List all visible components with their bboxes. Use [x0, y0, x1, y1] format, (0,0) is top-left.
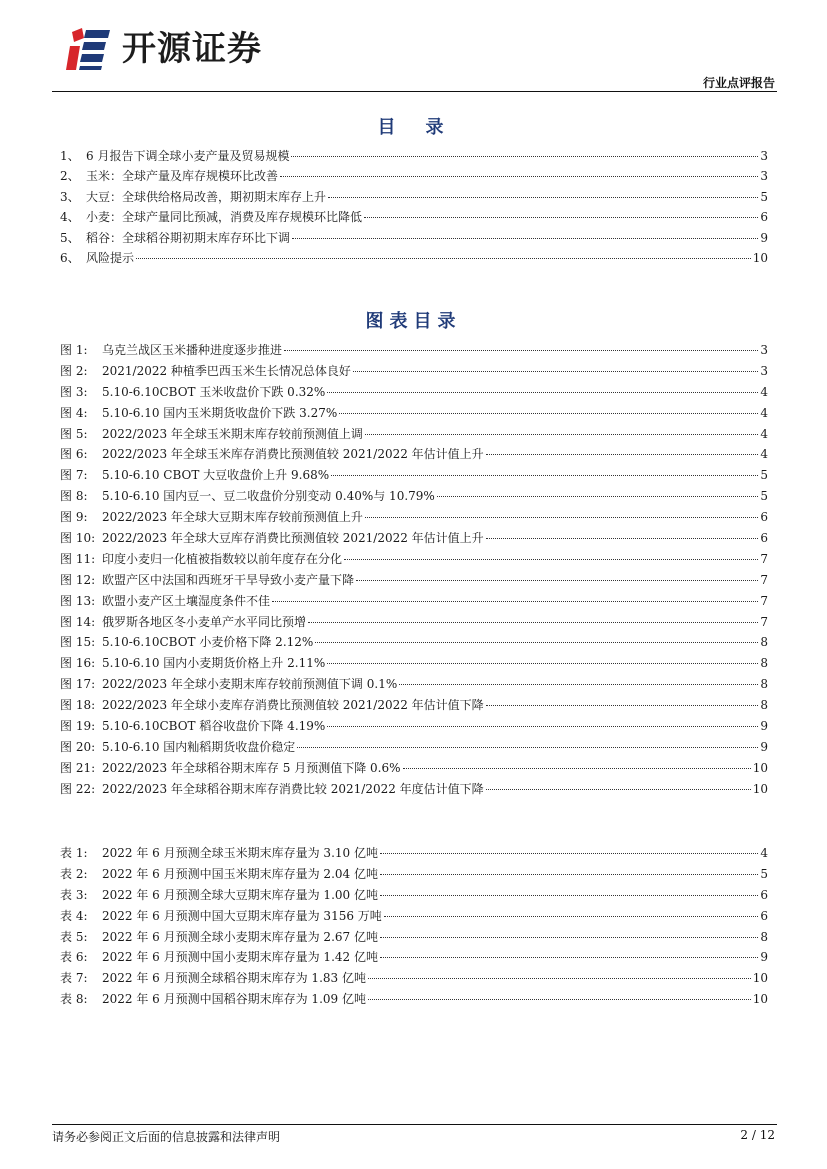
- figure-toc-item-title: 5.10-6.10 国内豆一、豆二收盘价分别变动 0.40%与 10.79%: [102, 489, 435, 504]
- figure-toc-item-label: 图 3:: [60, 384, 88, 399]
- page-header: [0, 0, 827, 96]
- figure-toc-item-page: 7: [760, 551, 768, 566]
- figure-toc-item[interactable]: [60, 674, 768, 695]
- toc-item[interactable]: [60, 146, 768, 166]
- figure-toc-item[interactable]: [60, 570, 768, 591]
- toc-leader-dots: [272, 600, 758, 602]
- figure-toc-item-title: 欧盟产区中法国和西班牙干旱导致小麦产量下降: [102, 572, 355, 587]
- figure-toc-item-page: 7: [760, 614, 768, 629]
- table-toc-item[interactable]: [60, 968, 768, 989]
- table-toc-item-title: 2022 年 6 月预测全球玉米期末库存量为 3.10 亿吨: [102, 846, 378, 860]
- toc-leader-dots: [297, 746, 758, 748]
- figure-toc-item-label: 图 6:: [60, 447, 88, 462]
- logo-text: 开源证券: [122, 29, 262, 69]
- figure-toc-item[interactable]: [60, 758, 768, 779]
- toc-item[interactable]: [60, 166, 768, 186]
- toc-item[interactable]: [60, 187, 768, 207]
- table-toc-item-page: 10: [752, 992, 768, 1007]
- figure-toc-item-label: 图 15:: [60, 635, 96, 650]
- toc-item-page: 10: [752, 250, 768, 265]
- figure-toc-item-page: 9: [760, 719, 768, 734]
- figure-toc-item-page: 10: [752, 781, 768, 796]
- toc-leader-dots: [380, 852, 758, 854]
- table-toc-item-title: 2022 年 6 月预测中国小麦期末库存量为 1.42 亿吨: [102, 950, 378, 965]
- toc-leader-dots: [356, 579, 758, 581]
- toc-leader-dots: [344, 558, 758, 560]
- table-toc-item-title: 2022 年 6 月预测中国稻谷期末库存为 1.09 亿吨: [102, 992, 366, 1007]
- page-indicator: 2 / 12: [740, 1128, 775, 1142]
- figure-toc-item-title: 2022/2023 年全球玉米库存消费比预测值较 2021/2022 年估计值上升: [102, 447, 484, 462]
- toc-leader-dots: [292, 237, 758, 239]
- toc-leader-dots: [368, 977, 751, 979]
- table-toc-item-page: 9: [760, 950, 768, 965]
- toc-list: [60, 146, 768, 268]
- figure-toc-item-label: 图 16:: [60, 656, 96, 671]
- table-toc-item-title: 2022 年 6 月预测中国玉米期末库存量为 2.04 亿吨: [102, 866, 378, 881]
- table-toc-item-page: 4: [760, 846, 768, 860]
- table-toc-item-title: 2022 年 6 月预测全球稻谷期末库存为 1.83 亿吨: [102, 971, 366, 986]
- figure-toc-item[interactable]: [60, 632, 768, 653]
- toc-leader-dots: [136, 257, 751, 259]
- figure-toc-item-title: 5.10-6.10 CBOT 大豆收盘价上升 9.68%: [102, 468, 330, 483]
- figure-toc-item-label: 图 9:: [60, 510, 88, 525]
- figure-toc-item-title: 2022/2023 年全球玉米期末库存较前预测值上调: [102, 426, 363, 441]
- table-toc-item-label: 表 2:: [60, 866, 88, 881]
- figure-toc-item[interactable]: [60, 465, 768, 486]
- toc-item-number: 3、: [60, 189, 80, 204]
- figure-toc-item[interactable]: [60, 486, 768, 507]
- figure-toc-item-page: 7: [760, 572, 768, 587]
- toc-item-number: 2、: [60, 169, 80, 184]
- figure-toc-item-page: 3: [760, 363, 768, 378]
- figure-toc-item[interactable]: [60, 591, 768, 612]
- toc-leader-dots: [365, 516, 758, 518]
- table-toc-item[interactable]: [60, 989, 768, 1010]
- figure-toc-item-title: 俄罗斯各地区冬小麦单产水平同比预增: [102, 614, 307, 629]
- figure-toc-item-label: 图 20:: [60, 739, 96, 754]
- toc-leader-dots: [368, 998, 751, 1000]
- toc-leader-dots: [399, 683, 758, 685]
- figure-toc-item-title: 5.10-6.10CBOT 玉米收盘价下跌 0.32%: [102, 384, 326, 399]
- table-toc-item-page: 8: [760, 929, 768, 944]
- toc-leader-dots: [327, 662, 758, 664]
- table-toc-item-page: 6: [760, 887, 768, 902]
- table-toc-item-title: 2022 年 6 月预测中国大豆期末库存量为 3156 万吨: [102, 908, 382, 923]
- figure-toc-item[interactable]: [60, 507, 768, 528]
- footer-divider: [52, 1124, 777, 1125]
- figure-toc-item-label: 图 17:: [60, 677, 96, 692]
- table-toc-item-page: 6: [760, 908, 768, 923]
- report-type-label: 行业点评报告: [702, 76, 775, 90]
- toc-leader-dots: [380, 956, 758, 958]
- figure-toc-item-title: 5.10-6.10CBOT 稻谷收盘价下降 4.19%: [102, 719, 326, 734]
- figure-toc-item[interactable]: [60, 424, 768, 445]
- figure-toc-item-page: 5: [760, 468, 768, 483]
- figure-toc-item-title: 2022/2023 年全球小麦期末库存较前预测值下调 0.1%: [102, 677, 398, 692]
- toc-leader-dots: [284, 349, 758, 351]
- toc-leader-dots: [331, 474, 758, 476]
- figure-toc-item-page: 9: [760, 739, 768, 754]
- toc-leader-dots: [328, 196, 758, 198]
- table-toc-item[interactable]: [60, 864, 768, 885]
- figure-toc-item-title: 2022/2023 年全球稻谷期末库存消费比较 2021/2022 年度估计值下降: [102, 781, 484, 796]
- toc-item-title: 6 月报告下调全球小麦产量及贸易规模: [86, 149, 290, 163]
- figure-toc-item-page: 8: [760, 656, 768, 671]
- table-toc-item-title: 2022 年 6 月预测全球大豆期末库存量为 1.00 亿吨: [102, 887, 378, 902]
- figure-toc-item-page: 6: [760, 510, 768, 525]
- footer-disclaimer: 请务必参阅正文后面的信息披露和法律声明: [52, 1130, 281, 1144]
- figure-toc-item-title: 乌克兰战区玉米播种进度逐步推进: [102, 343, 283, 357]
- figure-toc-item-page: 4: [760, 384, 768, 399]
- table-toc-item[interactable]: [60, 885, 768, 906]
- figure-toc-item-title: 2022/2023 年全球大豆库存消费比预测值较 2021/2022 年估计值上升: [102, 531, 484, 546]
- toc-item-number: 1、: [60, 149, 80, 163]
- figure-toc-item-title: 5.10-6.10 国内玉米期货收盘价下跌 3.27%: [102, 405, 338, 420]
- table-toc-item[interactable]: [60, 906, 768, 927]
- table-toc-item[interactable]: [60, 947, 768, 968]
- toc-leader-dots: [280, 175, 758, 177]
- figure-toc-item-label: 图 18:: [60, 698, 96, 713]
- toc-leader-dots: [380, 873, 758, 875]
- toc-leader-dots: [339, 412, 758, 414]
- toc-title: 目 录: [377, 117, 450, 138]
- figure-toc-title: 图表目录: [365, 311, 462, 332]
- figure-toc-item[interactable]: [60, 779, 768, 800]
- figure-toc-item-label: 图 7:: [60, 468, 88, 483]
- toc-leader-dots: [291, 155, 758, 157]
- figure-toc-item-page: 6: [760, 531, 768, 546]
- figure-toc-item-page: 10: [752, 760, 768, 775]
- figure-toc-item-label: 图 11:: [60, 551, 96, 566]
- toc-item-page: 5: [760, 189, 768, 204]
- toc-item-number: 5、: [60, 230, 80, 245]
- toc-item-page: 6: [760, 210, 768, 225]
- figure-toc-item-label: 图 2:: [60, 363, 88, 378]
- figure-toc-list: [60, 340, 768, 800]
- toc-leader-dots: [364, 216, 758, 218]
- toc-leader-dots: [315, 641, 758, 643]
- table-toc-item-label: 表 7:: [60, 971, 88, 986]
- toc-leader-dots: [327, 391, 758, 393]
- figure-toc-item-label: 图 5:: [60, 426, 88, 441]
- figure-toc-item[interactable]: [60, 444, 768, 465]
- toc-item-title: 玉米：全球产量及库存规模环比改善: [86, 169, 279, 184]
- figure-toc-item-label: 图 4:: [60, 405, 88, 420]
- header-divider: [52, 91, 777, 92]
- toc-leader-dots: [380, 936, 758, 938]
- figure-toc-item-label: 图 8:: [60, 489, 88, 504]
- company-logo: [66, 24, 262, 74]
- figure-toc-item[interactable]: [60, 695, 768, 716]
- figure-toc-item-title: 印度小麦归一化植被指数较以前年度存在分化: [102, 551, 343, 566]
- toc-leader-dots: [384, 915, 758, 917]
- toc-item-page: 3: [760, 149, 768, 163]
- figure-toc-item-title: 2022/2023 年全球大豆期末库存较前预测值上升: [102, 510, 363, 525]
- figure-toc-item-page: 8: [760, 635, 768, 650]
- figure-toc-item[interactable]: [60, 403, 768, 424]
- figure-toc-item-title: 2022/2023 年全球小麦库存消费比预测值较 2021/2022 年估计值下降: [102, 698, 484, 713]
- toc-item-title: 小麦：全球产量同比预减，消费及库存规模环比降低: [86, 210, 363, 225]
- figure-toc-item[interactable]: [60, 528, 768, 549]
- toc-item-number: 6、: [60, 250, 80, 265]
- toc-leader-dots: [403, 767, 751, 769]
- figure-toc-item-title: 2022/2023 年全球稻谷期末库存 5 月预测值下降 0.6%: [102, 760, 401, 775]
- toc-leader-dots: [308, 621, 758, 623]
- toc-item-number: 4、: [60, 210, 80, 225]
- figure-toc-item-page: 8: [760, 677, 768, 692]
- figure-toc-item[interactable]: [60, 382, 768, 403]
- table-toc-item-label: 表 8:: [60, 992, 88, 1007]
- toc-leader-dots: [486, 453, 758, 455]
- table-toc-item-label: 表 1:: [60, 846, 88, 860]
- toc-item-page: 9: [760, 230, 768, 245]
- figure-toc-item-label: 图 22:: [60, 781, 96, 796]
- figure-toc-item-label: 图 19:: [60, 719, 96, 734]
- figure-toc-item-label: 图 21:: [60, 760, 96, 775]
- toc-leader-dots: [380, 894, 758, 896]
- toc-item-title: 稻谷：全球稻谷期初期末库存环比下调: [86, 230, 291, 245]
- toc-leader-dots: [486, 788, 751, 790]
- toc-item[interactable]: [60, 248, 768, 268]
- toc-leader-dots: [327, 725, 758, 727]
- kaiyuan-logo-mark-icon: [66, 26, 112, 72]
- figure-toc-item[interactable]: [60, 361, 768, 382]
- toc-leader-dots: [437, 495, 758, 497]
- figure-toc-item-label: 图 10:: [60, 531, 96, 546]
- figure-toc-item-page: 7: [760, 593, 768, 608]
- figure-toc-item-title: 5.10-6.10 国内籼稻期货收盘价稳定: [102, 739, 296, 754]
- figure-toc-item-title: 2021/2022 种植季巴西玉米生长情况总体良好: [102, 363, 351, 378]
- figure-toc-item[interactable]: [60, 716, 768, 737]
- toc-item[interactable]: [60, 228, 768, 248]
- table-toc-item-page: 10: [752, 971, 768, 986]
- table-toc-list: [60, 843, 768, 1010]
- figure-toc-item-page: 5: [760, 489, 768, 504]
- figure-toc-item-page: 3: [760, 343, 768, 357]
- figure-toc-item[interactable]: [60, 340, 768, 361]
- figure-toc-item-page: 4: [760, 426, 768, 441]
- table-toc-item[interactable]: [60, 927, 768, 948]
- figure-toc-item[interactable]: [60, 612, 768, 633]
- table-toc-item-title: 2022 年 6 月预测全球小麦期末库存量为 2.67 亿吨: [102, 929, 378, 944]
- figure-toc-item-label: 图 12:: [60, 572, 96, 587]
- figure-toc-item-page: 4: [760, 405, 768, 420]
- table-toc-item-label: 表 3:: [60, 887, 88, 902]
- table-toc-item-page: 5: [760, 866, 768, 881]
- table-toc-item-label: 表 5:: [60, 929, 88, 944]
- table-toc-item-label: 表 6:: [60, 950, 88, 965]
- toc-item-title: 大豆：全球供给格局改善，期初期末库存上升: [86, 189, 327, 204]
- toc-leader-dots: [486, 537, 758, 539]
- figure-toc-item-title: 5.10-6.10 国内小麦期货价格上升 2.11%: [102, 656, 326, 671]
- toc-item[interactable]: [60, 207, 768, 227]
- table-toc-item-label: 表 4:: [60, 908, 88, 923]
- figure-toc-item-title: 5.10-6.10CBOT 小麦价格下降 2.12%: [102, 635, 314, 650]
- toc-leader-dots: [353, 370, 758, 372]
- figure-toc-item[interactable]: [60, 737, 768, 758]
- toc-item-page: 3: [760, 169, 768, 184]
- figure-toc-item-label: 图 14:: [60, 614, 96, 629]
- figure-toc-item-page: 4: [760, 447, 768, 462]
- figure-toc-item[interactable]: [60, 549, 768, 570]
- toc-leader-dots: [486, 704, 758, 706]
- figure-toc-item-title: 欧盟小麦产区土壤湿度条件不佳: [102, 593, 271, 608]
- figure-toc-item-label: 图 13:: [60, 593, 96, 608]
- table-toc-item[interactable]: [60, 843, 768, 864]
- figure-toc-item-page: 8: [760, 698, 768, 713]
- toc-leader-dots: [365, 433, 758, 435]
- figure-toc-item[interactable]: [60, 653, 768, 674]
- figure-toc-item-label: 图 1:: [60, 343, 88, 357]
- toc-item-title: 风险提示: [86, 250, 135, 265]
